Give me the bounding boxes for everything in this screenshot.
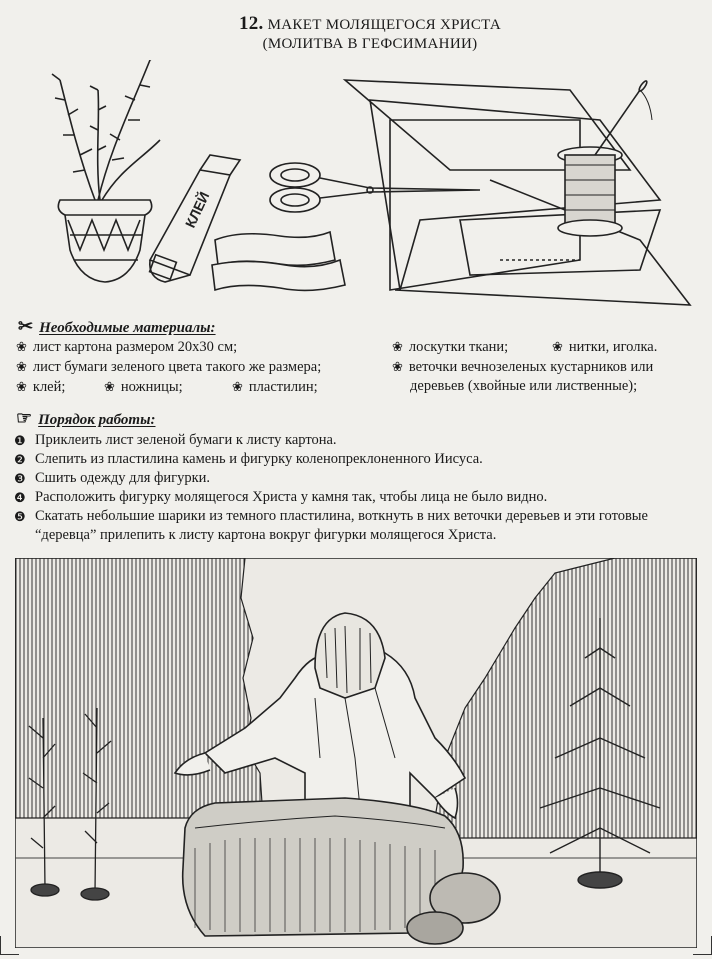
thread-spool-drawing <box>558 80 652 236</box>
procedure-step: ❶ Приклеить лист зеленой бумаги к листу картона. <box>14 432 337 448</box>
material-item-continued: деревьев (хвойные или лиственные); <box>410 378 638 394</box>
material-item: ❀ пластилин; <box>232 379 318 395</box>
scissors-icon: ✂ <box>18 316 34 336</box>
glue-tube-label: КЛЕЙ <box>181 189 213 231</box>
title-line2: (МОЛИТВА В ГЕФСИМАНИИ) <box>262 36 478 52</box>
materials-heading: ✂ Необходимые материалы: <box>18 316 216 336</box>
material-item: ❀ веточки вечнозеленых кустарников или <box>392 359 654 375</box>
procedure-steps <box>14 431 704 545</box>
material-item: ❀ лист картона размером 20х30 см; <box>16 339 238 355</box>
paper-sheets-drawing <box>345 80 690 305</box>
flower-bullet-icon: ❀ <box>552 339 563 354</box>
flower-bullet-icon: ❀ <box>16 379 27 394</box>
materials-illustration <box>40 60 710 310</box>
material-item: ❀ лоскутки ткани; <box>392 339 509 355</box>
pot-drawing <box>58 200 151 282</box>
procedure-step: ❺ Скатать небольшие шарики из темного пластилина, воткнуть в них веточки деревьев и эти готовые “деревца” прилепить к листу картона вокруг фигурки молящегося Христа. <box>14 508 648 543</box>
flower-bullet-icon: ❀ <box>392 339 403 354</box>
flower-bullet-icon: ❀ <box>232 379 243 394</box>
page-title <box>180 14 560 54</box>
title-line1: МАКЕТ МОЛЯЩЕГОСЯ ХРИСТА <box>267 17 502 33</box>
left-hill <box>15 558 263 818</box>
flower-bullet-icon: ❀ <box>16 339 27 354</box>
gethsemane-scene-illustration <box>15 558 697 948</box>
flower-bullet-icon: ❀ <box>392 359 403 374</box>
plasticine-drawing <box>212 232 345 290</box>
flower-bullet-icon: ❀ <box>104 379 115 394</box>
procedure-step: ❹ Расположить фигурку молящегося Христа у камня так, чтобы лица не было видно. <box>14 489 548 505</box>
material-item: ❀ нитки, иголка. <box>552 339 658 355</box>
material-item: ❀ лист бумаги зеленого цвета такого же размера; <box>16 359 322 375</box>
pointing-hand-icon: ☞ <box>16 408 33 428</box>
page-corner-mark <box>0 936 19 955</box>
scissors-drawing <box>270 163 480 212</box>
procedure-heading: ☞ Порядок работы: <box>16 408 156 428</box>
procedure-step: ❷ Слепить из пластилина камень и фигурку коленопреклоненного Иисуса. <box>14 451 483 467</box>
procedure-step: ❸ Сшить одежду для фигурки. <box>14 470 211 486</box>
potted-branch-drawing <box>52 60 160 200</box>
title-number: 12. <box>238 13 264 34</box>
page-corner-mark <box>693 936 712 955</box>
material-item: ❀ клей; <box>16 379 66 395</box>
material-item: ❀ ножницы; <box>104 379 183 395</box>
flower-bullet-icon: ❀ <box>16 359 27 374</box>
